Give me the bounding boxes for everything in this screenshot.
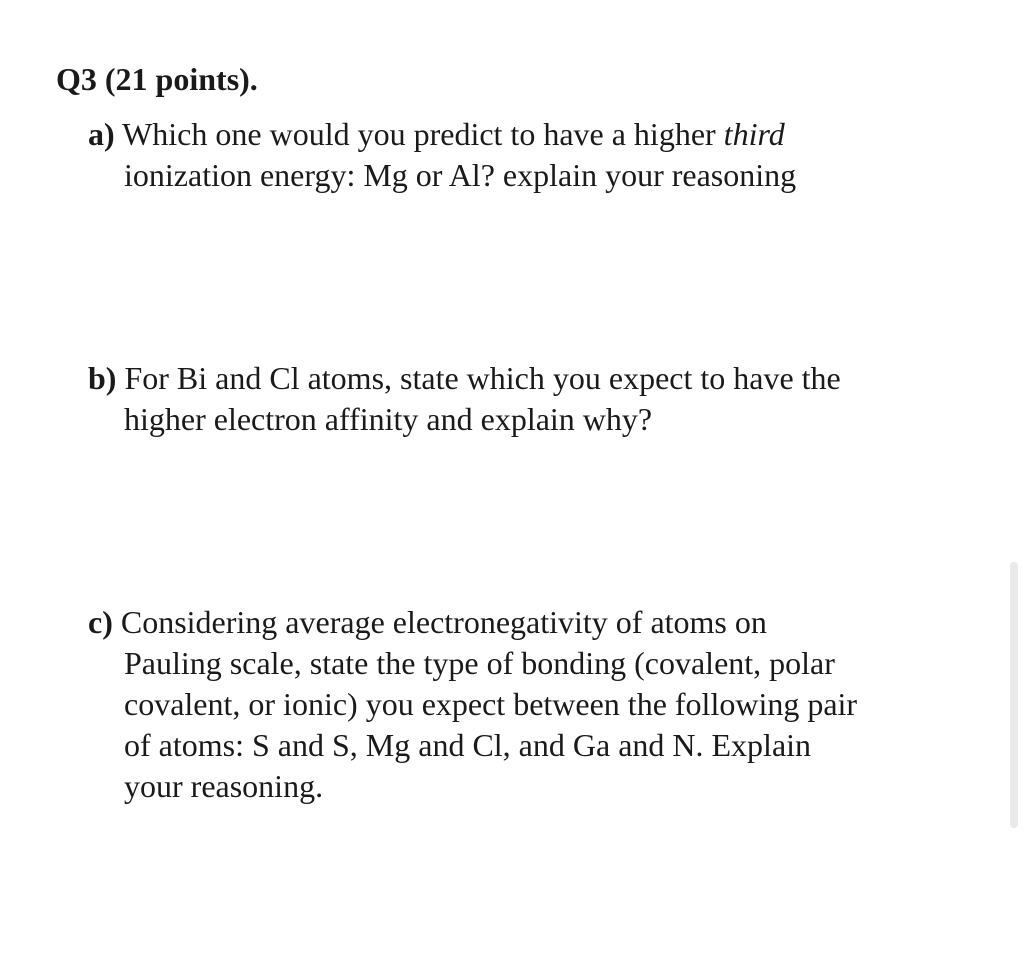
question-b-line-2: higher electron affinity and explain why? xyxy=(124,401,653,437)
question-a-label: a) xyxy=(88,116,115,152)
scrollbar[interactable] xyxy=(1010,562,1018,828)
question-a-line-2: ionization energy: Mg or Al? explain your reasoning xyxy=(124,157,797,193)
question-a-line-1: a) Which one would you predict to have a higher third xyxy=(88,116,785,152)
question-a xyxy=(88,114,968,196)
question-c-line-4: of atoms: S and S, Mg and Cl, and Ga and N. Explain xyxy=(124,727,812,763)
question-b xyxy=(88,358,968,440)
question-b-line-1: b) For Bi and Cl atoms, state which you expect to have the xyxy=(88,360,841,396)
page-title: Q3 (21 points). xyxy=(56,61,258,97)
question-c xyxy=(88,602,968,807)
question-c-line-5: your reasoning. xyxy=(124,768,324,804)
question-c-line-3: covalent, or ionic) you expect between the following pair xyxy=(124,686,858,722)
question-c-label: c) xyxy=(88,604,113,640)
emphasis-third: third xyxy=(723,116,785,152)
question-c-line-1: c) Considering average electronegativity of atoms on xyxy=(88,604,767,640)
question-c-line-2: Pauling scale, state the type of bonding (covalent, polar xyxy=(124,645,835,681)
question-b-label: b) xyxy=(88,360,117,396)
